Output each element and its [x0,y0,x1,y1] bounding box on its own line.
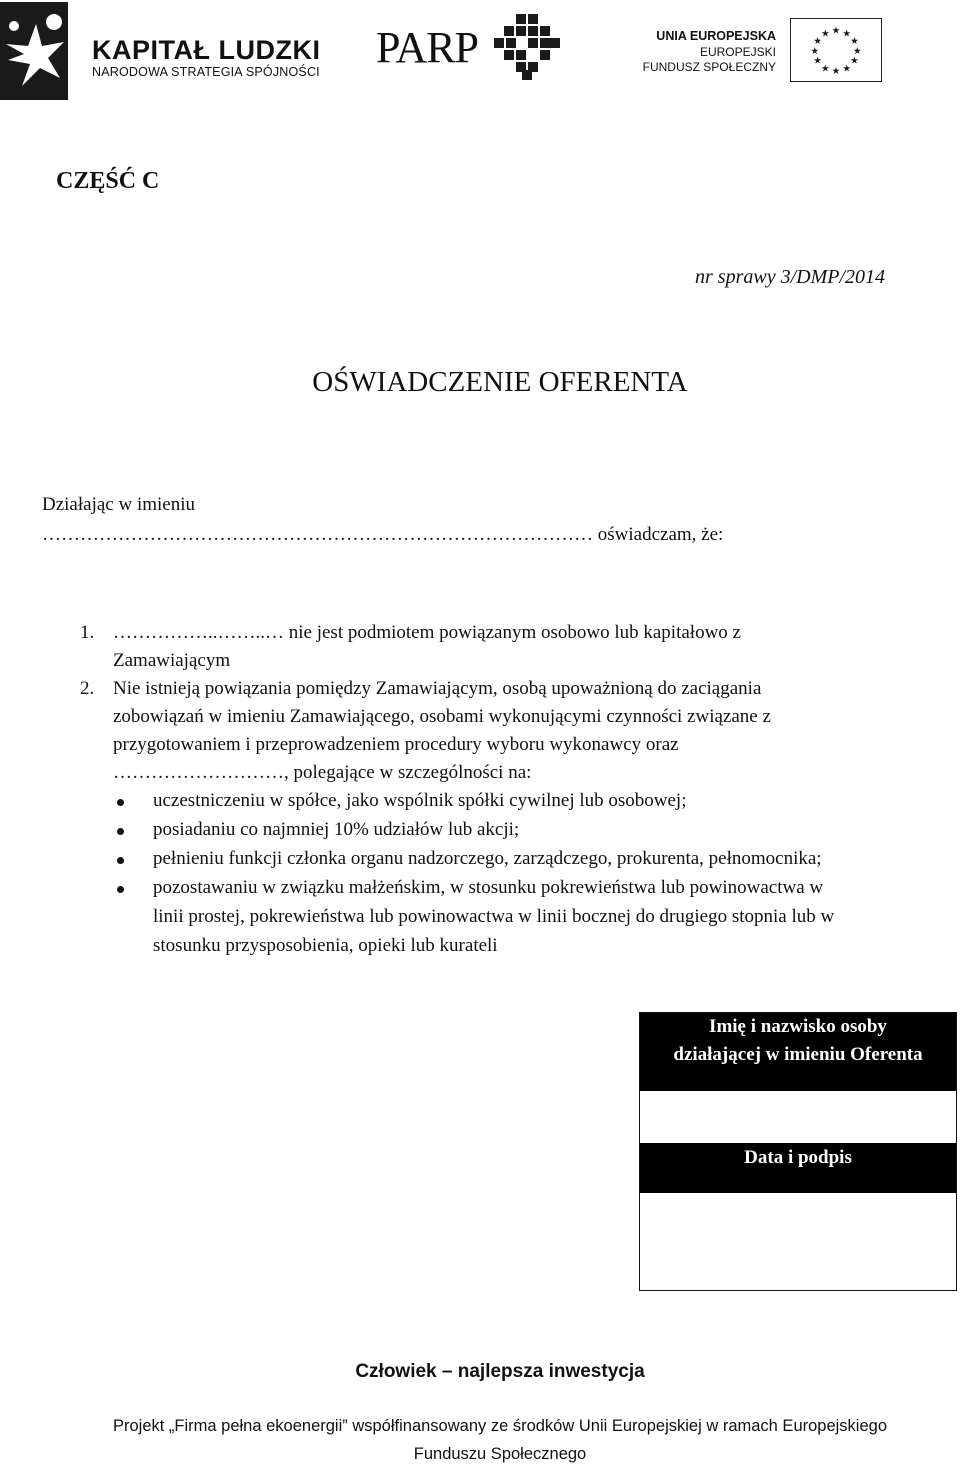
item-2-line4: ………………………, polegające w szczególności na: [113,762,532,783]
eu-logo-line2: EUROPEJSKI [699,45,776,59]
signature-date-header [640,1143,956,1193]
signature-name-header [640,1013,956,1091]
kapital-ludzki-subtitle: NARODOWA STRATEGIA SPÓJNOŚCI [92,65,320,79]
parp-mark-icon [494,14,560,80]
svg-text:★: ★ [810,45,820,57]
signature-date-label: Data i podpis [744,1147,852,1168]
parp-logo [376,14,566,84]
svg-text:★: ★ [813,36,822,48]
signature-box [639,1012,957,1291]
svg-text:★: ★ [813,55,822,67]
item-1-line2: Zamawiającym [113,650,231,671]
kapital-ludzki-title: KAPITAŁ LUDZKI [92,35,321,65]
signature-name-label-line2: działającej w imieniu Oferenta [673,1044,923,1065]
eu-logo-line3: FUNDUSZ SPOŁECZNY [642,60,776,74]
item-1-number: 1. [80,622,95,643]
item-2-line2: zobowiązań w imieniu Zamawiającego, osobami wykonującymi czynności związane z [113,706,771,727]
bullet-3 [117,857,124,864]
kapital-ludzki-star-icon [0,2,68,100]
item-2-number: 2. [80,678,95,699]
svg-text:★: ★ [831,25,841,37]
svg-text:★: ★ [821,28,830,40]
svg-text:★: ★ [821,63,830,75]
document-title: OŚWIADCZENIE OFERENTA [312,366,688,398]
bullet-item-4-line2: linii prostej, pokrewieństwa lub powinowactwa w linii bocznej do drugiego stopnia lub w [153,906,835,927]
intro-line2: …………………………………………………………………………… oświadczam, że: [42,524,724,545]
bullet-item-4-line1: pozostawaniu w związku małżeńskim, w stosunku pokrewieństwa lub powinowactwa w [153,877,824,898]
bullet-item-1: uczestniczeniu w spółce, jako wspólnik spółki cywilnej lub osobowej; [153,790,687,811]
case-number: nr sprawy 3/DMP/2014 [695,266,885,288]
bullet-item-3: pełnieniu funkcji członka organu nadzorczego, zarządczego, prokurenta, pełnomocnika; [153,848,822,869]
footer-project-line2: Funduszu Społecznego [413,1445,587,1463]
signature-name-label-line1: Imię i nazwisko osoby [709,1016,887,1037]
parp-text: PARP [376,23,479,72]
bullet-4 [117,886,124,893]
item-2-line1: Nie istnieją powiązania pomiędzy Zamawiającym, osobą upoważnioną do zaciągania [113,678,762,699]
item-2-line3: przygotowaniem i przeprowadzeniem procedury wyboru wykonawcy oraz [113,734,679,755]
svg-text:★: ★ [852,45,862,57]
eu-flag-icon [790,18,882,82]
svg-text:★: ★ [850,55,859,67]
svg-text:★: ★ [850,36,859,48]
footer-project-line1: Projekt „Firma pełna ekoenergii” współfinansowany ze środków Unii Europejskiej w ramach Europejskiego [112,1417,888,1435]
bullet-2 [117,828,124,835]
bullet-item-4-line3: stosunku przysposobienia, opieki lub kurateli [153,935,498,956]
bullet-item-2: posiadaniu co najmniej 10% udziałów lub akcji; [153,819,520,840]
item-1-line1: ……………..……..… nie jest podmiotem powiązanym osobowo lub kapitałowo z [113,622,741,643]
bullet-1 [117,799,124,806]
svg-text:★: ★ [831,66,841,78]
footer-motto: Człowiek – najlepsza inwestycja [355,1361,645,1382]
kapital-ludzki-logo [0,2,320,100]
footer-project [0,1412,960,1468]
document-part-label: CZĘŚĆ C [56,168,160,194]
eu-logo-line1: UNIA EUROPEJSKA [656,29,776,43]
intro-line1: Działając w imieniu [42,494,195,515]
eu-logo [642,18,882,84]
svg-text:★: ★ [842,28,851,40]
svg-text:★: ★ [842,63,851,75]
